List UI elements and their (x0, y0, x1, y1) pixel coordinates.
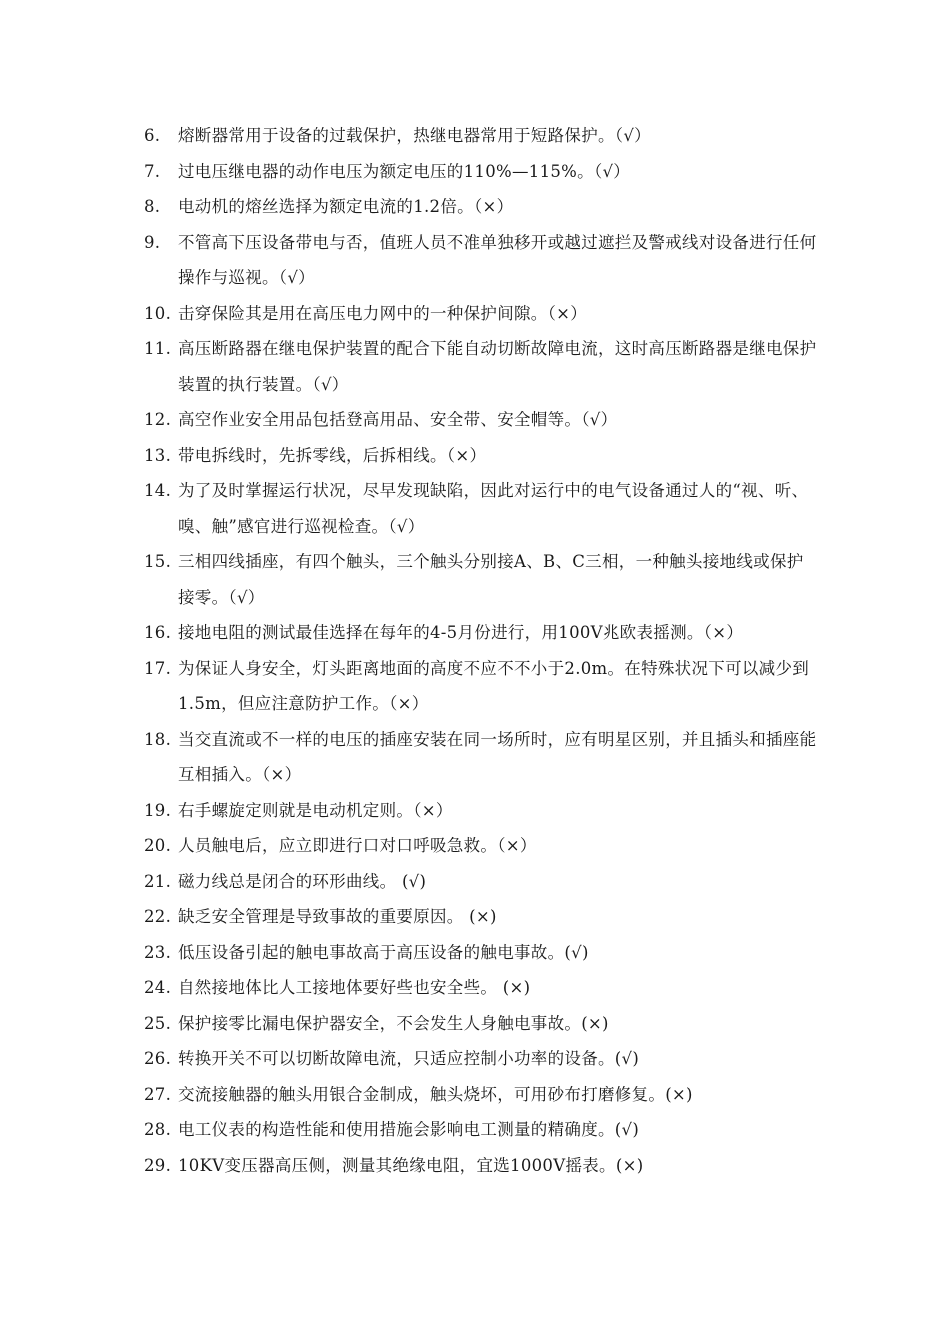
list-item (0, 402, 818, 438)
item-number: 22. (144, 907, 172, 926)
item-number: 25. (144, 1013, 172, 1033)
list-item (0, 722, 818, 793)
item-text: 人员触电后，应立即进行口对口呼吸急救。（×） (178, 836, 537, 855)
item-number: 23. (144, 942, 172, 962)
item-text: 带电拆线时，先拆零线，后拆相线。（×） (178, 445, 487, 465)
document-page (0, 118, 950, 1183)
item-text: 高压断路器在继电保护装置的配合下能自动切断故障电流，这时高压断路器是继电保护装置的执行装置。（√） (178, 339, 817, 394)
list-item (0, 154, 818, 190)
item-text: 接地电阻的测试最佳选择在每年的4-5月份进行，用100V兆欧表摇测。（×） (178, 623, 744, 642)
item-text: 低压设备引起的触电事故高于高压设备的触电事故。(√) (178, 942, 589, 962)
item-text: 高空作业安全用品包括登高用品、安全带、安全帽等。（√） (178, 410, 618, 429)
list-item (0, 793, 818, 829)
list-item (0, 189, 818, 225)
list-item (0, 438, 818, 474)
item-text: 为保证人身安全，灯头距离地面的高度不应不不小于2.0m。在特殊状况下可以减少到1.5m，但应注意防护工作。（×） (178, 658, 810, 713)
item-number: 17. (144, 658, 172, 678)
list-item (0, 828, 818, 864)
item-text: 过电压继电器的动作电压为额定电压的110%—115%。（√） (178, 161, 631, 181)
item-number: 20. (144, 836, 172, 855)
item-text: 当交直流或不一样的电压的插座安装在同一场所时，应有明星区别，并且插头和插座能互相插入。（×） (178, 729, 817, 784)
item-text: 缺乏安全管理是导致事故的重要原因。 (×) (178, 907, 497, 926)
list-item (0, 935, 818, 971)
item-text: 三相四线插座，有四个触头，三个触头分别接A、B、C三相，一种触头接地线或保护接零。（√） (178, 552, 804, 607)
item-number: 6. (144, 126, 161, 145)
item-text: 转换开关不可以切断故障电流，只适应控制小功率的设备。(√) (178, 1049, 640, 1068)
list-item (0, 651, 818, 722)
item-number: 18. (144, 729, 172, 749)
item-text: 自然接地体比人工接地体要好些也安全些。 (×) (178, 978, 531, 997)
item-number: 13. (144, 445, 172, 465)
item-number: 24. (144, 978, 172, 997)
list-item (0, 864, 818, 900)
list-item (0, 473, 818, 544)
item-number: 10. (144, 303, 172, 323)
list-item (0, 970, 818, 1006)
list-item (0, 1077, 818, 1113)
item-text: 保护接零比漏电保护器安全，不会发生人身触电事故。(×) (178, 1013, 609, 1033)
item-text: 10KV变压器高压侧，测量其绝缘电阻，宜选1000V摇表。(×) (178, 1155, 644, 1175)
item-number: 15. (144, 552, 172, 571)
list-item (0, 331, 818, 402)
item-number: 14. (144, 481, 172, 500)
item-number: 27. (144, 1084, 172, 1104)
item-text: 击穿保险其是用在高压电力网中的一种保护间隙。（×） (178, 303, 588, 323)
item-text: 电工仪表的构造性能和使用措施会影响电工测量的精确度。(√) (178, 1120, 640, 1139)
item-text: 交流接触器的触头用银合金制成，触头烧坏，可用砂布打磨修复。(×) (178, 1084, 693, 1104)
item-text: 右手螺旋定则就是电动机定则。（×） (178, 800, 453, 820)
item-number: 9. (144, 232, 161, 252)
item-number: 28. (144, 1120, 172, 1139)
item-number: 8. (144, 197, 161, 216)
list-item (0, 1112, 818, 1148)
item-number: 26. (144, 1049, 172, 1068)
item-text: 熔断器常用于设备的过载保护，热继电器常用于短路保护。（√） (178, 126, 651, 145)
item-text: 电动机的熔丝选择为额定电流的1.2倍。（×） (178, 197, 514, 216)
item-text: 为了及时掌握运行状况，尽早发现缺陷，因此对运行中的电气设备通过人的“视、听、嗅、触”感官进行巡视检查。（√） (178, 481, 809, 536)
item-number: 12. (144, 410, 172, 429)
item-number: 19. (144, 800, 172, 820)
item-number: 11. (144, 339, 172, 358)
list-item (0, 296, 818, 332)
item-text: 不管高下压设备带电与否，值班人员不准单独移开或越过遮拦及警戒线对设备进行任何操作与巡视。（√） (178, 232, 817, 287)
list-item (0, 1148, 818, 1184)
list-item (0, 225, 818, 296)
list-item (0, 1006, 818, 1042)
item-number: 21. (144, 871, 172, 891)
list-item (0, 1041, 818, 1077)
list-item (0, 615, 818, 651)
list-item (0, 899, 818, 935)
item-text: 磁力线总是闭合的环形曲线。 (√) (178, 871, 427, 891)
item-number: 7. (144, 161, 161, 181)
item-number: 16. (144, 623, 172, 642)
item-number: 29. (144, 1155, 172, 1175)
list-item (0, 544, 818, 615)
list-item (0, 118, 818, 154)
